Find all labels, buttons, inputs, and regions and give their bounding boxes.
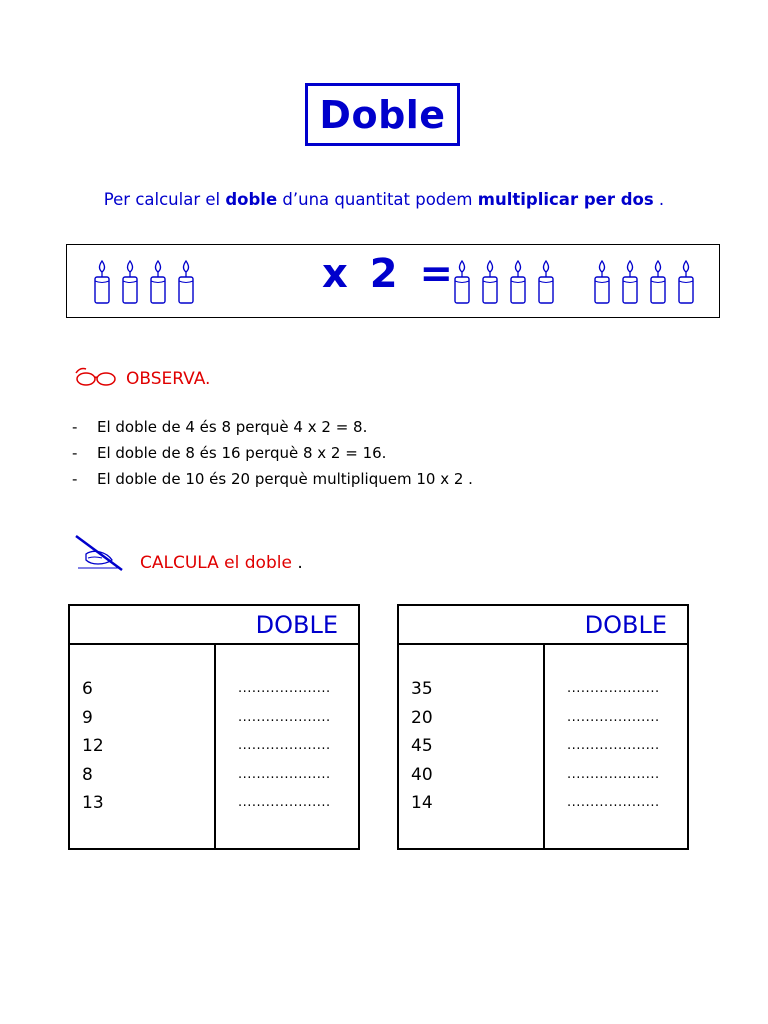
row-value: 8	[82, 764, 93, 785]
table-row	[411, 736, 660, 765]
table-header-label: DOBLE	[255, 611, 338, 639]
calcula-label: CALCULA el doble	[140, 553, 292, 573]
answer-blank[interactable]: ....................	[567, 709, 660, 725]
candle-icon	[119, 259, 141, 305]
doble-table-2	[397, 604, 689, 850]
answer-blank[interactable]: ....................	[238, 738, 331, 754]
candle-icon	[507, 259, 529, 305]
row-value: 9	[82, 707, 93, 728]
row-value: 20	[411, 707, 433, 728]
calcula-heading	[72, 532, 303, 578]
table-row	[411, 793, 660, 822]
answer-blank[interactable]: ....................	[567, 795, 660, 811]
table-row	[411, 765, 660, 794]
list-item: - El doble de 4 és 8 perquè 4 x 2 = 8.	[72, 418, 368, 436]
candle-icon	[175, 259, 197, 305]
candle-icon	[535, 259, 557, 305]
row-value: 13	[82, 793, 104, 814]
list-item: - El doble de 10 és 20 perquè multipliquem 10 x 2 .	[72, 470, 473, 488]
observa-heading	[72, 365, 210, 393]
table-row	[82, 793, 331, 822]
page-title: Doble	[319, 92, 446, 137]
answer-blank[interactable]: ....................	[567, 766, 660, 782]
candle-icon	[619, 259, 641, 305]
candle-equation-box	[66, 244, 720, 318]
intro-bold-multiplicar: multiplicar per dos	[477, 190, 654, 209]
intro-text-3: .	[653, 190, 665, 209]
candle-icon	[675, 259, 697, 305]
candle-group-right	[591, 259, 697, 305]
candle-icon	[479, 259, 501, 305]
answer-blank[interactable]: ....................	[567, 681, 660, 696]
doble-table-1	[68, 604, 360, 850]
row-value: 12	[82, 736, 104, 757]
answer-blank[interactable]: ....................	[238, 795, 331, 811]
candle-icon	[591, 259, 613, 305]
table-header	[70, 606, 358, 645]
intro-text-1: Per calcular el	[103, 190, 226, 209]
table-header	[399, 606, 687, 645]
answer-blank[interactable]: ....................	[238, 709, 331, 725]
table-row	[82, 765, 331, 794]
intro-text-2: d’una quantitat podem	[277, 190, 478, 209]
table-row	[411, 679, 660, 708]
times-two-equals: x 2 =	[322, 251, 457, 297]
list-item: - El doble de 8 és 16 perquè 8 x 2 = 16.	[72, 444, 387, 462]
candle-group-middle	[451, 259, 557, 305]
intro-sentence	[0, 190, 768, 209]
answer-blank[interactable]: ....................	[567, 738, 660, 754]
answer-blank[interactable]: ....................	[238, 681, 331, 696]
glasses-icon	[72, 365, 122, 393]
table-row	[82, 679, 331, 708]
observa-list	[72, 414, 473, 492]
table-header-label: DOBLE	[584, 611, 667, 639]
table-row	[411, 708, 660, 737]
answer-blank[interactable]: ....................	[238, 766, 331, 782]
candle-icon	[91, 259, 113, 305]
row-value: 40	[411, 764, 433, 785]
candle-group-left	[91, 259, 197, 305]
candle-icon	[147, 259, 169, 305]
candle-icon	[647, 259, 669, 305]
table-row	[82, 736, 331, 765]
intro-bold-doble: doble	[225, 190, 278, 209]
pencil-hand-icon	[72, 532, 130, 578]
row-value: 6	[82, 679, 93, 699]
table-rows	[82, 679, 331, 822]
table-rows	[411, 679, 660, 822]
title-box	[305, 83, 460, 146]
row-value: 35	[411, 679, 433, 699]
observa-label: OBSERVA.	[126, 369, 211, 389]
row-value: 45	[411, 736, 433, 757]
candle-icon	[451, 259, 473, 305]
table-row	[82, 708, 331, 737]
row-value: 14	[411, 793, 433, 814]
calcula-label-end: .	[291, 553, 303, 573]
